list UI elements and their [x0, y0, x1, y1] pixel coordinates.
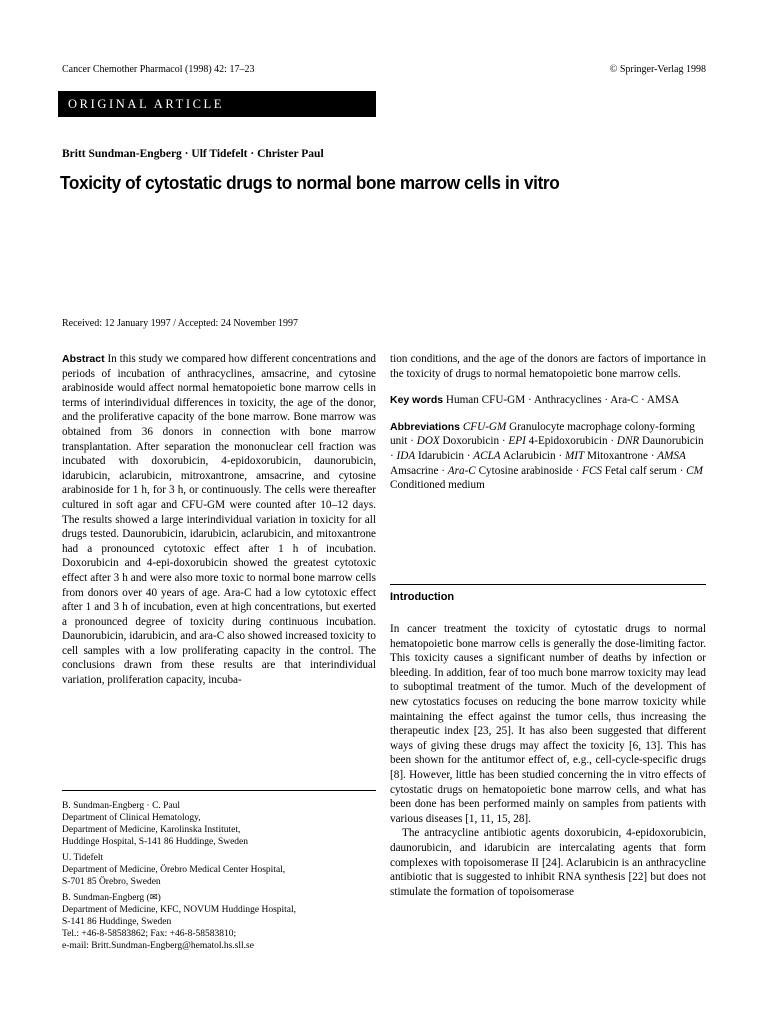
- contact-email: e-mail: Britt.Sundman-Engberg@hematol.hs.sll.se: [62, 941, 254, 951]
- affiliation-line: U. Tidefelt: [62, 853, 104, 863]
- right-column: [390, 352, 706, 493]
- abbreviation-term: FCS: [582, 464, 602, 477]
- abbreviation-definition: Aclarubicin: [500, 449, 556, 462]
- abbreviation-term: ACLA: [473, 449, 501, 462]
- affiliation-line: Department of Clinical Hematology,: [62, 813, 201, 823]
- affiliation-block: [62, 800, 378, 848]
- article-type-banner: ORIGINAL ARTICLE: [58, 91, 376, 117]
- introduction-paragraph: In cancer treatment the toxicity of cytostatic drugs to normal hematopoietic bone marrow cells is generally the dose-limiting factor. This toxicity causes a significant number of deaths by infection or bleeding. In addition, fear of too much bone marrow toxicity may lead to suboptimal treatment of the tumor. Much of the development of new cytostatics focuses on reducing the bone marrow toxicity while maintaining the effect against the tumor cells, thus increasing the therapeutic index [23, 25]. It has also been suggested that different ways of giving these drugs may affect the toxicity [6, 13]. This has been shown for the antitumor effect of, e.g., cell-cycle-specific drugs [8]. However, little has been studied concerning the in vitro effects of cytostatic drugs on hematopoietic bone marrow cells, and what has been done has been performed mainly on samples from patients with various diseases [1, 11, 15, 28].: [390, 623, 706, 825]
- footnote-divider: [62, 790, 376, 791]
- abstract-label: Abstract: [62, 353, 105, 365]
- abbreviation-term: DNR: [616, 435, 640, 448]
- affiliation-line: B. Sundman-Engberg · C. Paul: [62, 801, 181, 811]
- introduction-paragraph: The antracycline antibiotic agents doxorubicin, 4-epidoxorubicin, daunorubicin, and idarubicin are intercalating agents that form complexes with topoisomerase II [24]. Aclarubicin is an anthracycline antibiotic that is suggested to inhibit RNA synthesis [22] but does not stimulate the formation of topoisomerase: [390, 827, 706, 898]
- abbreviation-definition: Mitoxantrone: [584, 449, 648, 462]
- affiliation-line: Department of Medicine, Örebro Medical Center Hospital,: [62, 865, 286, 875]
- abbreviations-list: CFU-GM Granulocyte macrophage colony-forming unit · DOX Doxorubicin · EPI 4-Epidoxorubicin · DNR Daunorubicin · IDA Idarubicin · ACLA Aclarubicin · MIT Mitoxantrone · AMSA Amsacrine · Ara-C Cytosine arabinoside · FCS Fetal calf serum · CM Conditioned medium: [390, 420, 704, 492]
- abbreviation-term: CFU-GM: [462, 420, 507, 433]
- journal-citation: Cancer Chemother Pharmacol (1998) 42: 17–23: [62, 64, 255, 75]
- abbreviation-term: MIT: [564, 449, 585, 462]
- abstract-text: In this study we compared how different concentrations and periods of incubation of anthracyclines, amsacrine, and cytosine arabinoside would affect normal hematopoietic bone marrow cells in terms of interindividual differences in toxicity, the age of the donor, and the proliferative capacity of the bone marrow. Bone marrow was obtained from 36 donors in connection with bone marrow transplantation. After separation the mononuclear cell fraction was incubated with doxorubicin, 4-epidoxorubicin, daunorubicin, idarubicin, aclarubicin, mitroxantrone, amsacrine, and cytosine arabinoside for 1 h, for 3 h, or continuously. The cells were thereafter cultured in soft agar and CFU-GM were counted after 10–12 days. The results showed a large interindividual variation in toxicity for all drugs tested. Daunorubicin, idarubicin, aclarubicin, and mitoxantrone had a pronounced cytotoxic effect after 1 h of incubation. Doxorubicin and 4-epi-doxorubicin showed the greatest cytotoxic effect after 3 h and were also more toxic to normal bone marrow cells from donors over 40 years of age. Ara-C had a low cytotoxic effect after 1 and 3 h of incubation, even at high concentrations, but exerted a pronounced degree of toxicity during continuous incubation. Daunorubicin, idarubicin, and ara-C also showed increased toxicity to cell samples with a low proliferating capacity in the control. The conclusions drawn from these results are that interindividual variation, proliferation capacity, incuba-: [62, 353, 377, 687]
- abbreviation-term: DOX: [416, 435, 440, 448]
- abbreviation-item: [473, 450, 555, 462]
- abbreviation-term: CM: [686, 464, 703, 477]
- introduction-heading: Introduction: [390, 591, 455, 603]
- section-divider: [390, 584, 706, 585]
- abbreviation-item: [582, 465, 677, 477]
- abbreviation-definition: Granulocyte macrophage colony-forming unit: [390, 420, 695, 448]
- abbreviation-definition: Fetal calf serum: [601, 464, 677, 477]
- abbreviation-item: [448, 465, 573, 477]
- affiliation-block: [62, 852, 378, 888]
- abbreviation-definition: Doxorubicin: [439, 435, 500, 448]
- abbreviation-item: [397, 450, 464, 462]
- author-affiliations: [62, 800, 378, 956]
- abbreviation-term: IDA: [396, 449, 416, 462]
- article-title: Toxicity of cytostatic drugs to normal bone marrow cells in vitro: [60, 172, 560, 193]
- abbreviations: [390, 420, 706, 493]
- abbreviation-item: [508, 435, 607, 447]
- affiliation-line: S-701 85 Örebro, Sweden: [62, 877, 161, 887]
- affiliation-line: Department of Medicine, Karolinska Institutet,: [62, 825, 241, 835]
- keywords-label: Key words: [390, 394, 444, 407]
- abstract-continuation: tion conditions, and the age of the donors are factors of importance in the toxicity of drugs to normal hematopoietic bone marrow cells.: [390, 353, 706, 380]
- abstract-column: [62, 352, 376, 688]
- abstract: [62, 352, 376, 688]
- abbreviation-term: AMSA: [657, 449, 686, 462]
- corresponding-author-block: [62, 892, 378, 952]
- contact-phone-fax: Tel.: +46-8-58583862; Fax: +46-8-58583810;: [62, 929, 237, 939]
- abbreviation-item: [565, 450, 648, 462]
- abbreviations-label: Abbreviations: [390, 420, 461, 433]
- affiliation-line: Department of Medicine, KFC, NOVUM Huddinge Hospital,: [62, 905, 297, 915]
- abbreviation-definition: Conditioned medium: [390, 479, 485, 492]
- introduction-body: [390, 622, 706, 899]
- abbreviation-definition: Idarubicin: [415, 449, 464, 462]
- abbreviation-term: Ara-C: [447, 464, 476, 477]
- abbreviation-definition: Amsacrine: [390, 464, 439, 477]
- keywords: [390, 393, 706, 408]
- abbreviation-term: EPI: [508, 435, 526, 448]
- copyright-notice: © Springer-Verlag 1998: [609, 64, 706, 75]
- affiliation-line: Huddinge Hospital, S-141 86 Huddinge, Sweden: [62, 837, 249, 847]
- keywords-text: Human CFU-GM · Anthracyclines · Ara-C · AMSA: [445, 394, 680, 407]
- abbreviation-definition: 4-Epidoxorubicin: [525, 435, 608, 448]
- abbreviation-definition: Daunorubicin: [639, 435, 704, 448]
- author-list: Britt Sundman-Engberg · Ulf Tidefelt · Christer Paul: [62, 148, 324, 160]
- received-accepted-dates: Received: 12 January 1997 / Accepted: 24 November 1997: [62, 318, 299, 329]
- abbreviation-item: [617, 435, 704, 447]
- affiliation-line: S-141 86 Huddinge, Sweden: [62, 917, 172, 927]
- affiliation-line: B. Sundman-Engberg (✉): [62, 893, 161, 903]
- abbreviation-definition: Cytosine arabinoside: [475, 464, 573, 477]
- abbreviation-item: [417, 435, 499, 447]
